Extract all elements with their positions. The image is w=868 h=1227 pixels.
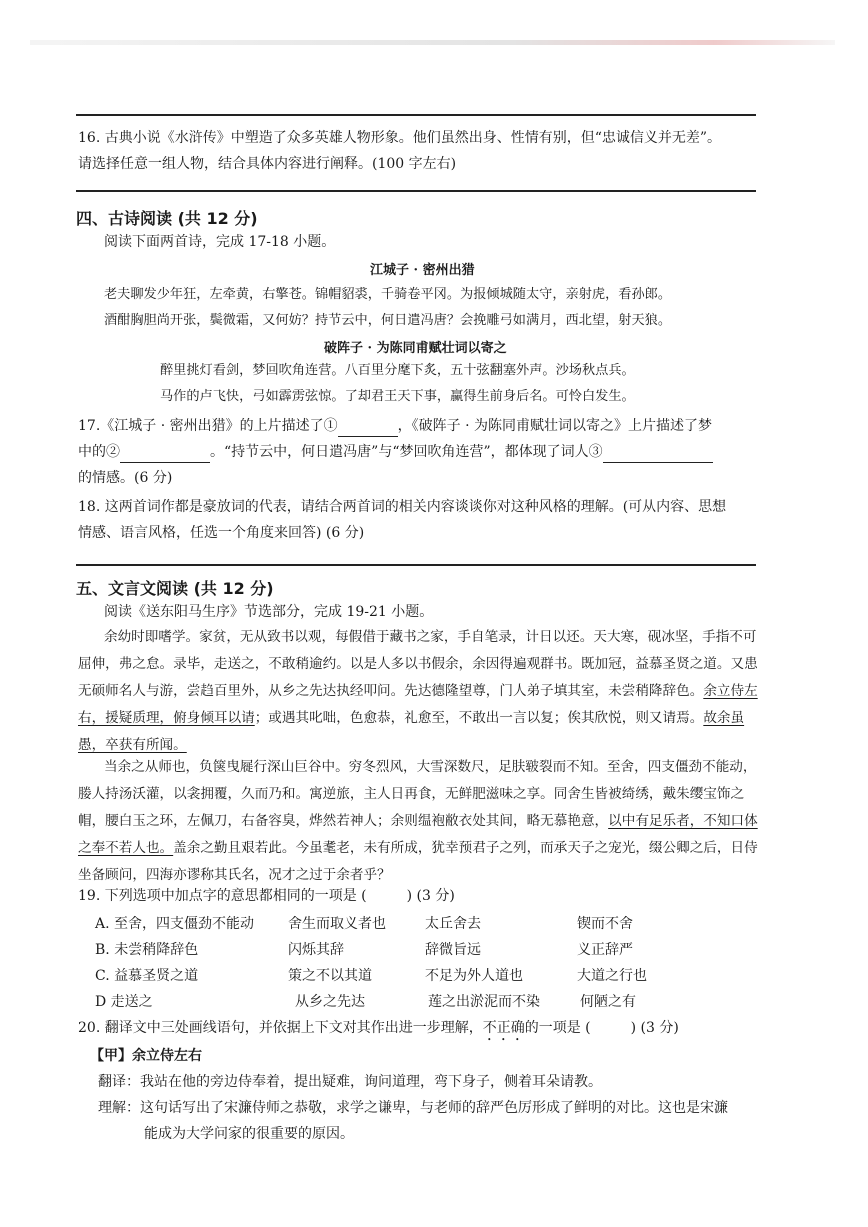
q20-jia-text: 余立侍左右 [132,1048,202,1064]
q19-option-a-4: 锲而不舍 [577,916,633,932]
q19-stem-text: 19. 下列选项中加点字的意思都相同的一项是 ( [78,888,367,904]
q18-line1: 18. 这两首词作都是豪放词的代表，请结合两首词的相关内容谈谈你对这种风格的理解。(可从内容、思想 [78,499,727,515]
scan-top-edge [30,40,835,45]
q17-part-e: 的情感。(6 分) [78,470,173,486]
q19-option-a-2: 舍生而取义者也 [288,916,386,932]
divider-top [76,114,756,116]
underlined-sentence-yi: 故余虽愚，卒获有所闻。 [78,710,745,753]
q20-understand-text-1: 这句话写出了宋濂侍师之恭敬，求学之谦卑，与老师的辞严色厉形成了鲜明的对比。这也是宋濂 [140,1100,728,1116]
passage-p2-text-b: 盖余之勤且艰若此。今虽耄老，未有所成，犹幸预君子之列，而承天子之宠光，缀公卿之后，日侍坐备顾问，四海亦谬称其氏名，况才之过于余者乎？ [78,840,758,883]
q20-jia-label: 【甲】 [90,1048,132,1064]
q19-option-c-2: 策之不以其道 [288,968,372,984]
underlined-sentence-jia: 余立侍左右，援疑质理，俯身倾耳以请 [78,683,758,726]
q19-option-d[interactable]: D 走送之 [95,994,153,1010]
divider-q16 [76,190,756,192]
q20-stem-emphasis: 不正确 [482,1020,525,1036]
poem2-line1: 醉里挑灯看剑，梦回吹角连营。八百里分麾下炙，五十弦翻塞外声。沙场秋点兵。 [160,363,635,378]
poem2-title: 破阵子 · 为陈同甫赋壮词以寄之 [324,341,507,356]
q20-answer-blank[interactable] [591,1018,631,1038]
q19-option-b-2: 闪烁其辞 [288,942,344,958]
q19-option-b-3: 辞微旨远 [425,942,481,958]
q20-jia [90,1046,202,1066]
q17-part-a: 17.《江城子 · 密州出猎》的上片描述了① [78,418,338,434]
q20-stem-text: 20. 翻译文中三处画线语句，并依据上下文对其作出进一步理解， [78,1020,483,1036]
section5-heading: 五、文言文阅读 (共 12 分) [76,579,274,598]
q20-understand [98,1098,728,1118]
q17-part-c: 中的② [78,444,120,460]
poem2-line2: 马作的卢飞快，弓如霹雳弦惊。了却君王天下事，赢得生前身后名。可怜白发生。 [160,389,635,404]
q20-understand-label: 理解： [98,1100,140,1116]
q20-understand-text-2: 能成为大学问家的很重要的原因。 [144,1126,354,1142]
q20-translate-label: 翻译： [98,1074,140,1090]
q16-line2: 请选择任意一组人物，结合具体内容进行阐释。(100 字左右) [78,156,457,172]
q17-part-d: 。“持节云中，何日遣冯唐”与“梦回吹角连营”，都体现了词人③ [210,444,603,460]
q17-line1 [78,416,712,437]
q20-translate [98,1072,602,1092]
q17-blank-2[interactable] [120,442,210,463]
section4-intro: 阅读下面两首诗，完成 17-18 小题。 [104,234,336,250]
q19-option-d-2: 从乡之先达 [295,994,365,1010]
q17-part-b: ，《破阵子 · 为陈同甫赋壮词以寄之》上片描述了梦 [397,418,712,434]
underlined-sentence-bing: 以中有足乐者，不知口体之奉不若人也。 [78,813,758,856]
q20-stem-tail: 的一项是 ( [524,1020,591,1036]
q19-option-a[interactable]: A. 至舍，四支僵劲不能动 [95,916,255,932]
passage-p1-text-a: 余幼时即嗜学。家贫，无从致书以观，每假借于藏书之家，手自笔录，计日以还。天大寒，砚冰坚，手指不可屈伸，弗之怠。录毕，走送之，不敢稍逾约。以是人多以书假余，余因得遍观群书。既加冠，益慕圣贤之道。又患无硕师名人与游，尝趋百里外，从乡之先达执经叩问。先达德隆望尊，门人弟子填其室，未尝稍降辞色。 [78,629,758,699]
q20-stem-end: ) (3 分) [630,1020,679,1036]
poem1-line2: 酒酣胸胆尚开张，鬓微霜，又何妨？持节云中，何日遣冯唐？会挽雕弓如满月，西北望，射天狼。 [104,313,672,328]
q19-option-c[interactable]: C. 益慕圣贤之道 [95,968,199,984]
poem1-line1: 老夫聊发少年狂，左牵黄，右擎苍。锦帽貂裘，千骑卷平冈。为报倾城随太守，亲射虎，看孙郎。 [104,287,672,302]
q17-line2 [78,442,713,463]
passage-p2-text-a: 当余之从师也，负箧曳屣行深山巨谷中。穷冬烈风，大雪深数尺，足肤皲裂而不知。至舍，四支僵劲不能动，媵人持汤沃灌，以衾拥覆，久而乃和。寓逆旅，主人日再食，无鲜肥滋味之享。同舍生皆被绮绣，戴朱缨宝饰之帽，腰白玉之环，左佩刀，右备容臭，烨然若神人；余则缊袍敝衣处其间，略无慕艳意， [78,759,757,829]
passage-paragraph-2 [78,754,768,889]
q20-translate-text: 我站在他的旁边侍奉着，提出疑难，询问道理，弯下身子，侧着耳朵请教。 [140,1074,602,1090]
q16-line1: 16. 古典小说《水浒传》中塑造了众多英雄人物形象。他们虽然出身、性情有别，但“忠诚信义并无差”。 [78,130,722,146]
section4-heading: 四、古诗阅读 (共 12 分) [76,209,258,228]
q17-blank-1[interactable] [338,416,398,437]
q19-stem-end: ) (3 分) [406,888,455,904]
q20-stem [78,1018,679,1044]
q19-option-d-4: 何陋之有 [580,994,636,1010]
q17-blank-3[interactable] [603,442,713,463]
q19-option-c-4: 大道之行也 [577,968,647,984]
passage-paragraph-1 [78,624,768,759]
passage-p1-text-b: ；或遇其叱咄，色愈恭，礼愈至，不敢出一言以复；俟其欣悦，则又请焉。 [254,710,704,726]
section5-intro: 阅读《送东阳马生序》节选部分，完成 19-21 小题。 [104,604,434,620]
q19-option-b[interactable]: B. 未尝稍降辞色 [95,942,199,958]
q19-option-c-3: 不足为外人道也 [425,968,523,984]
q19-option-d-3: 莲之出淤泥而不染 [428,994,540,1010]
q19-answer-blank[interactable] [367,886,407,906]
q19-option-a-3: 太丘舍去 [425,916,481,932]
q19-stem [78,886,455,906]
q19-option-b-4: 义正辞严 [577,942,633,958]
q18-line2: 情感、语言风格，任选一个角度来回答) (6 分) [78,525,365,541]
poem1-title: 江城子 · 密州出猎 [370,263,475,278]
divider-q18 [76,564,756,566]
